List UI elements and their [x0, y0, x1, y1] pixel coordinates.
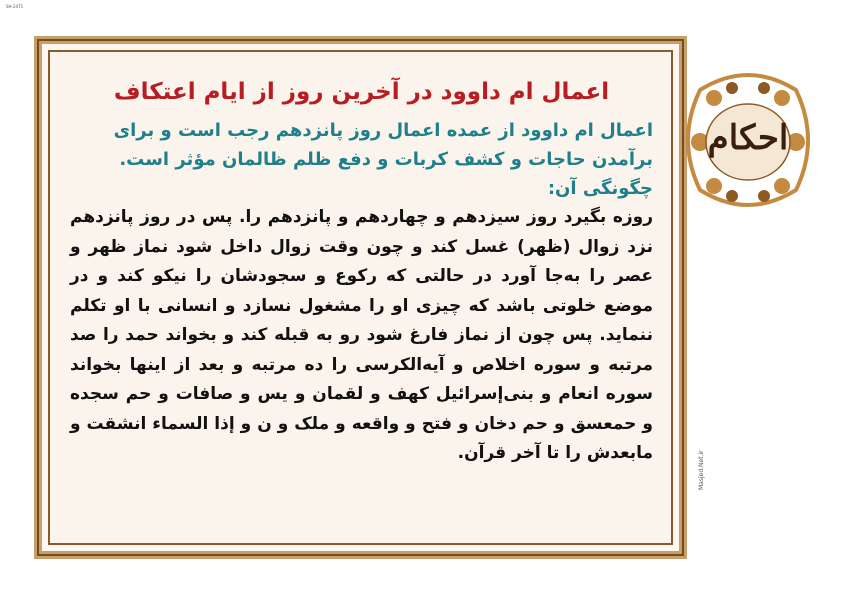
document-code: SH-2471 [6, 4, 24, 9]
ornamental-frame [34, 36, 687, 559]
credit-text: Masjed.Net.ir [698, 450, 705, 490]
ahkam-badge [680, 70, 816, 212]
page-title: اعمال ام داوود در آخرین روز از ایام اعتکاف [113, 79, 610, 105]
content-area [70, 66, 653, 531]
frame-inner-border [48, 50, 673, 545]
body-paragraph: روزه بگیرد روز سیزدهم و چهاردهم و پانزدهم را. پس در روز پانزدهم نزد زوال (ظهر) غسل کند و چون وقت زوال داخل شود نماز ظهر و عصر را به‌جا آورد در حالتی که رکوع و سجودشان را نیکو کند و در موضع خلوتی باشد که چیزی او را مشغول نسازد و انسانی با او تکلم ننماید. پس چون از نماز فارغ شود رو به قبله کند و بخواند حمد را صد مرتبه و سوره اخلاص و آیه‌الکرسی را ده مرتبه و بعد از اینها بخواند سوره انعام و بنی‌إسرائیل کهف و لقمان و یس و صافات و حم سجده و حمعسق و حم دخان و فتح و واقعه و ملک و ن و إذا السماء انشقت و مابعدش را تا آخر قرآن. [70, 207, 653, 463]
lead-paragraph: اعمال ام داوود از عمده اعمال روز پانزدهم رجب است و برای برآمدن حاجات و کشف کربات و دفع ظلم ظالمان مؤثر است. چگونگی آن: [113, 120, 653, 199]
badge-label: احکام [707, 118, 789, 158]
